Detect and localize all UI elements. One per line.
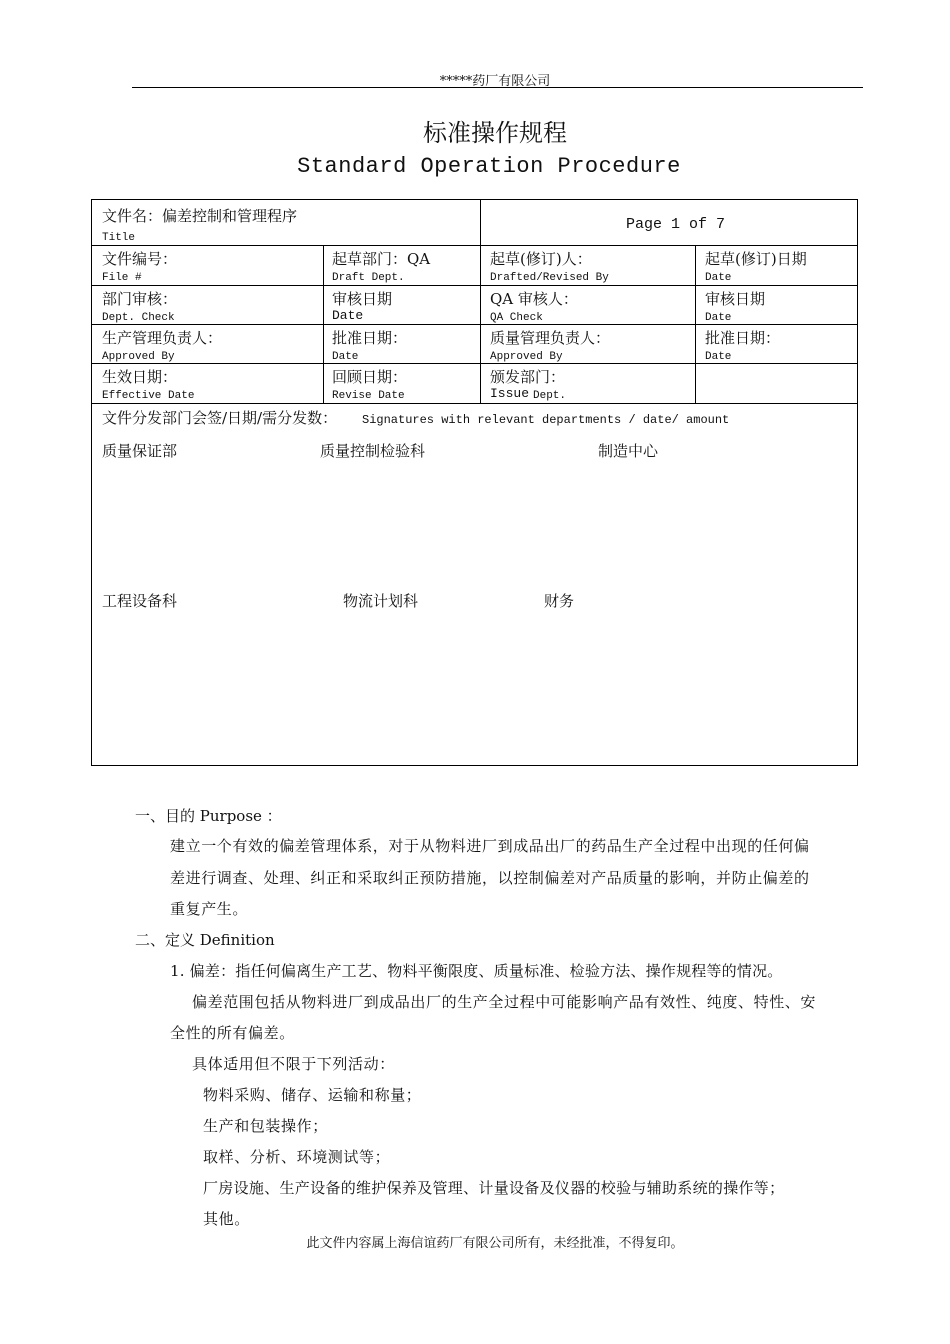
draft-date-label-en: Date — [705, 272, 732, 284]
company-name: *****药厂有限公司 — [439, 74, 551, 89]
header-rule — [132, 87, 863, 88]
qa-check-label-en: QA Check — [490, 312, 543, 324]
drafted-by-label: 起草(修订)人： — [490, 250, 592, 268]
prod-manager-label: 生产管理负责人： — [102, 329, 223, 347]
effective-date-label-en: Effective Date — [102, 390, 195, 402]
quality-manager-label-en: Approved By — [490, 351, 563, 363]
effective-date-label: 生效日期： — [102, 368, 178, 386]
scope-line: 全性的所有偏差。 — [170, 1024, 295, 1042]
department-logistics: 物流计划科 — [343, 592, 419, 610]
drafted-by-label-en: Drafted/Revised By — [490, 272, 609, 284]
qa-check-label: QA 审核人： — [490, 290, 578, 308]
draft-date-label: 起草(修订)日期 — [705, 250, 807, 268]
review-date-label: 审核日期 — [332, 290, 393, 308]
table-rule — [480, 200, 481, 403]
purpose-line: 建立一个有效的偏差管理体系，对于从物料进厂到成品出厂的药品生产全过程中出现的任何偏 — [170, 837, 810, 855]
definition-heading: 二、定义 Definition — [135, 931, 275, 949]
approve-date-label-en: Date — [332, 351, 359, 363]
qa-date-label-en: Date — [705, 312, 732, 324]
table-rule — [92, 285, 857, 286]
document-info-table — [91, 199, 858, 766]
qa-date-label: 审核日期 — [705, 290, 766, 308]
title-label-en: Title — [102, 232, 136, 244]
signoff-label-en: Signatures with relevant departments / date/ amount — [362, 413, 730, 427]
applicable-line: 具体适用但不限于下列活动： — [192, 1055, 395, 1073]
page-indicator: Page 1 of 7 — [626, 216, 726, 233]
document-title-cn: 标准操作规程 — [423, 119, 567, 147]
approve-date-label: 批准日期： — [332, 329, 408, 347]
signoff-label: 文件分发部门会签/日期/需分发数： — [102, 409, 338, 427]
document-title-en: Standard Operation Procedure — [297, 154, 681, 179]
file-no-label-en: File # — [102, 272, 142, 284]
table-rule — [92, 363, 857, 364]
activity-item: 生产和包装操作； — [203, 1117, 328, 1135]
dept-check-label: 部门审核： — [102, 290, 178, 308]
table-rule — [695, 245, 696, 403]
purpose-line: 重复产生。 — [170, 900, 249, 918]
quality-manager-label: 质量管理负责人： — [490, 329, 611, 347]
dept-check-label-en: Dept. Check — [102, 312, 175, 324]
department-qc: 质量控制检验科 — [320, 442, 426, 460]
definition-item: 1. 偏差：指任何偏离生产工艺、物料平衡限度、质量标准、检验方法、操作规程等的情况。 — [170, 962, 783, 980]
activity-item: 其他。 — [203, 1210, 250, 1228]
footer-notice: 此文件内容属上海信谊药厂有限公司所有，未经批准，不得复印。 — [306, 1236, 684, 1251]
department-finance: 财务 — [544, 592, 575, 610]
revise-date-label-en: Revise Date — [332, 390, 405, 402]
table-rule — [92, 245, 857, 246]
purpose-line: 差进行调查、处理、纠正和采取纠正预防措施，以控制偏差对产品质量的影响，并防止偏差的 — [170, 869, 810, 887]
issue-label-en: Issue — [490, 386, 530, 401]
title-label: 文件名：偏差控制和管理程序 — [102, 207, 298, 225]
prod-manager-label-en: Approved By — [102, 351, 175, 363]
activity-item: 取样、分析、环境测试等； — [203, 1148, 391, 1166]
file-no-label: 文件编号： — [102, 250, 178, 268]
dept-label-en: Dept. — [533, 390, 567, 402]
review-date-label-en: Date — [332, 308, 364, 323]
table-rule — [92, 403, 857, 404]
table-rule — [92, 324, 857, 325]
activity-item: 物料采购、储存、运输和称量； — [203, 1086, 422, 1104]
draft-dept-label-en: Draft Dept. — [332, 272, 405, 284]
department-manufacturing: 制造中心 — [598, 442, 659, 460]
draft-dept-label: 起草部门：QA — [332, 250, 431, 268]
issue-dept-label: 颁发部门： — [490, 368, 566, 386]
activity-item: 厂房设施、生产设备的维护保养及管理、计量设备及仪器的校验与辅助系统的操作等； — [203, 1179, 785, 1197]
department-qa: 质量保证部 — [102, 442, 178, 460]
scope-line: 偏差范围包括从物料进厂到成品出厂的生产全过程中可能影响产品有效性、纯度、特性、安 — [192, 993, 817, 1011]
department-engineering: 工程设备科 — [102, 592, 178, 610]
revise-date-label: 回顾日期： — [332, 368, 408, 386]
approve-date-label: 批准日期： — [705, 329, 781, 347]
table-rule — [323, 245, 324, 403]
purpose-heading: 一、目的 Purpose ： — [135, 807, 282, 825]
approve-date-label-en: Date — [705, 351, 732, 363]
